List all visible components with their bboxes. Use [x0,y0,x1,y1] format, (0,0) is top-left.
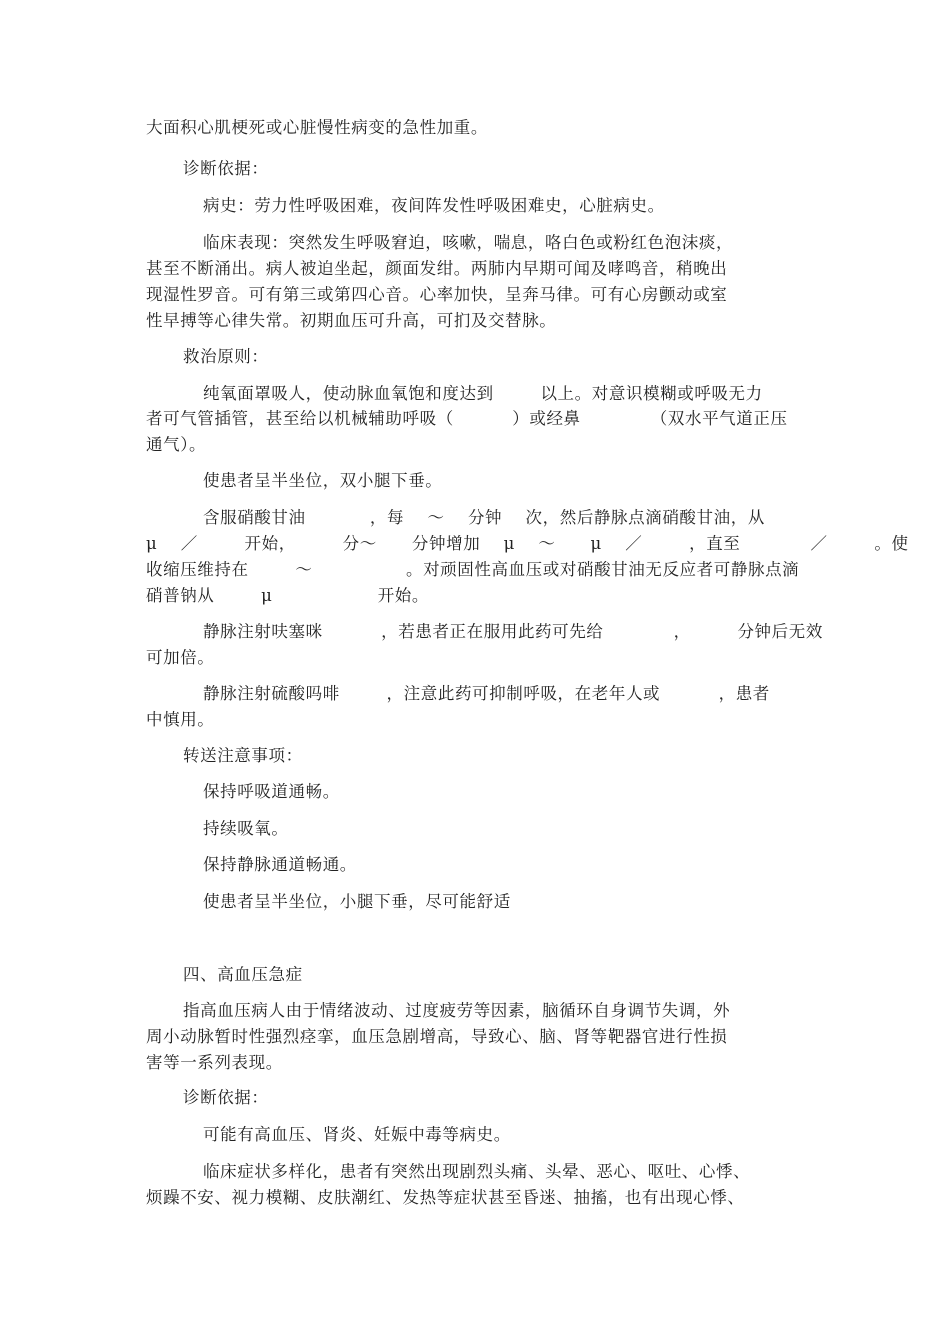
text-line: 使患者呈半坐位，双小腿下垂。 [203,471,443,490]
list-item: 保持静脉通道畅通。 [203,855,357,874]
section-heading: 诊断依据： [183,1088,269,1107]
list-item: 使患者呈半坐位，小腿下垂，尽可能舒适 [203,892,511,911]
section-heading: 转送注意事项： [183,746,303,765]
text-line: 性早搏等心律失常。初期血压可升高，可扪及交替脉。 [146,311,557,330]
text-line: 现湿性罗音。可有第三或第四心音。心率加快，呈奔马律。可有心房颤动或室 [146,285,728,304]
text-line: 烦躁不安、视力模糊、皮肤潮红、发热等症状甚至昏迷、抽搐，也有出现心悸、 [146,1188,745,1207]
chapter-heading: 四、高血压急症 [183,965,303,984]
section-heading: 救治原则： [183,347,269,366]
text-line: 指高血压病人由于情绪波动、过度疲劳等因素，脑循环自身调节失调，外 [183,1001,731,1020]
text-line: 含服硝酸甘油 ，每 ～ 分钟 次，然后静脉点滴硝酸甘油，从 [203,508,765,527]
text-line: 大面积心肌梗死或心脏慢性病变的急性加重。 [146,118,488,137]
text-line: 静脉注射硫酸吗啡 ，注意此药可抑制呼吸，在老年人或 ，患者 [203,684,770,703]
text-line: 者可气管插管，甚至给以机械辅助呼吸（ ）或经鼻 （双水平气道正压 [146,409,788,428]
text-line: 中慎用。 [146,710,215,729]
text-line: 通气）。 [146,435,207,454]
text-line: 甚至不断涌出。病人被迫坐起，颜面发绀。两肺内早期可闻及哮鸣音，稍晚出 [146,259,728,278]
text-line: 病史：劳力性呼吸困难，夜间阵发性呼吸困难史，心脏病史。 [203,196,665,215]
text-line: 临床症状多样化，患者有突然出现剧烈头痛、头晕、恶心、呕吐、心悸、 [203,1162,751,1181]
text-line: 硝普钠从 μ 开始。 [146,586,429,605]
list-item: 保持呼吸道通畅。 [203,782,340,801]
section-heading: 诊断依据： [183,159,269,178]
text-line: μ ／ 开始， 分～ 分钟增加 μ ～ μ ／ ，直至 ／ 。使 [146,534,909,553]
text-line: 临床表现：突然发生呼吸窘迫，咳嗽，喘息，咯白色或粉红色泡沫痰， [203,233,734,252]
text-line: 可加倍。 [146,648,215,667]
text-line: 害等一系列表现。 [146,1053,283,1072]
text-line: 静脉注射呋塞咪 ，若患者正在服用此药可先给 ， 分钟后无效 [203,622,823,641]
text-line: 可能有高血压、肾炎、妊娠中毒等病史。 [203,1125,511,1144]
list-item: 持续吸氧。 [203,819,289,838]
text-line: 纯氧面罩吸人，使动脉血氧饱和度达到 以上。对意识模糊或呼吸无力 [203,384,763,403]
text-line: 收缩压维持在 ～ 。对顽固性高血压或对硝酸甘油无反应者可静脉点滴 [146,560,800,579]
text-line: 周小动脉暂时性强烈痉挛，血压急剧增高，导致心、脑、肾等靶器官进行性损 [146,1027,728,1046]
